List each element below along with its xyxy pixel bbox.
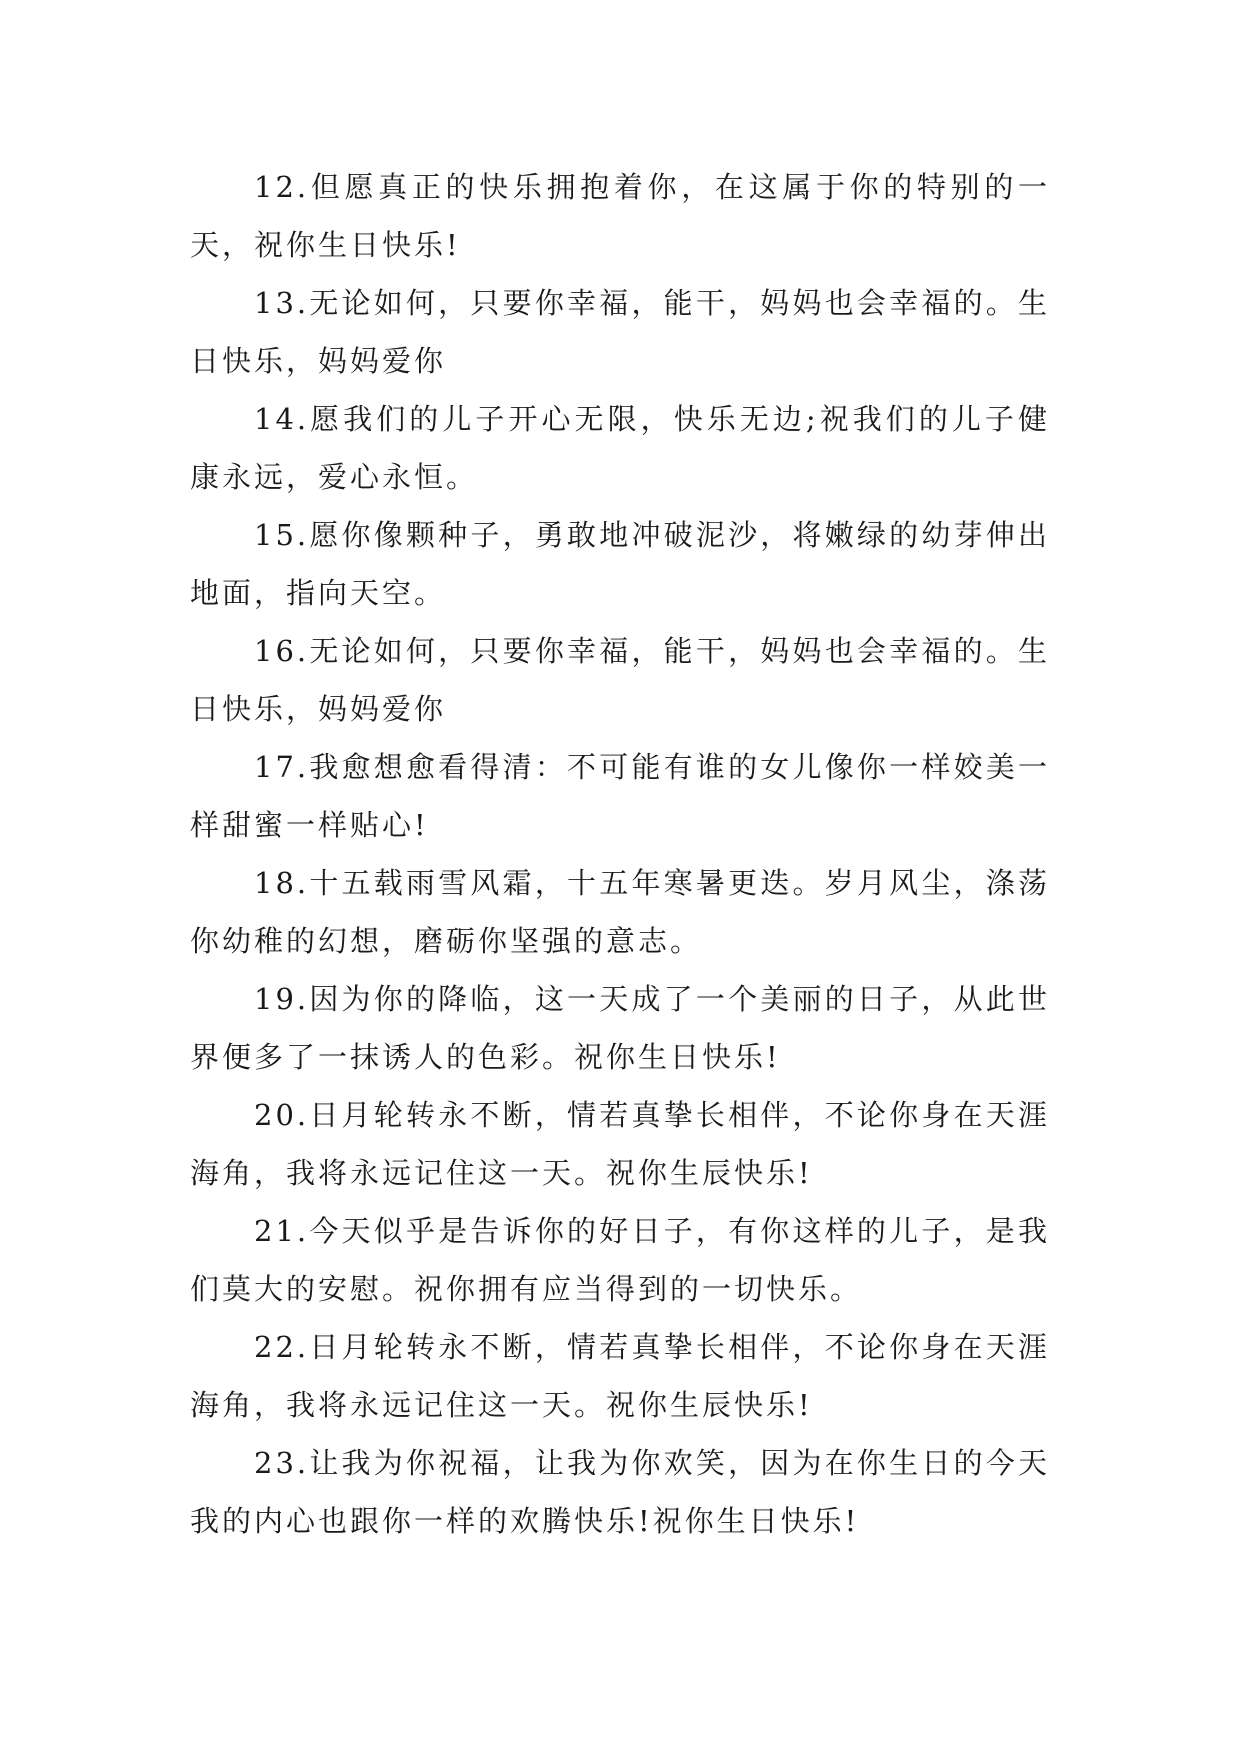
paragraph-13: 13.无论如何，只要你幸福，能干，妈妈也会幸福的。生日快乐，妈妈爱你 bbox=[190, 286, 1050, 378]
paragraph-19: 19.因为你的降临，这一天成了一个美丽的日子，从此世界便多了一抹诱人的色彩。祝你生日快乐! bbox=[190, 982, 1050, 1074]
paragraph-14: 14.愿我们的儿子开心无限，快乐无边;祝我们的儿子健康永远，爱心永恒。 bbox=[190, 402, 1050, 494]
paragraph-21: 21.今天似乎是告诉你的好日子，有你这样的儿子，是我们莫大的安慰。祝你拥有应当得到的一切快乐。 bbox=[190, 1214, 1050, 1306]
paragraph-22: 22.日月轮转永不断，情若真挚长相伴，不论你身在天涯海角，我将永远记住这一天。祝你生辰快乐! bbox=[190, 1330, 1050, 1422]
paragraph-17: 17.我愈想愈看得清：不可能有谁的女儿像你一样姣美一样甜蜜一样贴心! bbox=[190, 750, 1050, 842]
paragraph-18: 18.十五载雨雪风霜，十五年寒暑更迭。岁月风尘，涤荡你幼稚的幻想，磨砺你坚强的意志。 bbox=[190, 866, 1050, 958]
paragraph-20: 20.日月轮转永不断，情若真挚长相伴，不论你身在天涯海角，我将永远记住这一天。祝你生辰快乐! bbox=[190, 1098, 1050, 1190]
paragraph-12: 12.但愿真正的快乐拥抱着你，在这属于你的特别的一天，祝你生日快乐! bbox=[190, 170, 1050, 262]
paragraph-16: 16.无论如何，只要你幸福，能干，妈妈也会幸福的。生日快乐，妈妈爱你 bbox=[190, 634, 1050, 726]
document-body bbox=[190, 158, 1050, 1550]
paragraph-15: 15.愿你像颗种子，勇敢地冲破泥沙，将嫩绿的幼芽伸出地面，指向天空。 bbox=[190, 518, 1050, 610]
paragraph-23: 23.让我为你祝福，让我为你欢笑，因为在你生日的今天我的内心也跟你一样的欢腾快乐!祝你生日快乐! bbox=[190, 1446, 1050, 1538]
